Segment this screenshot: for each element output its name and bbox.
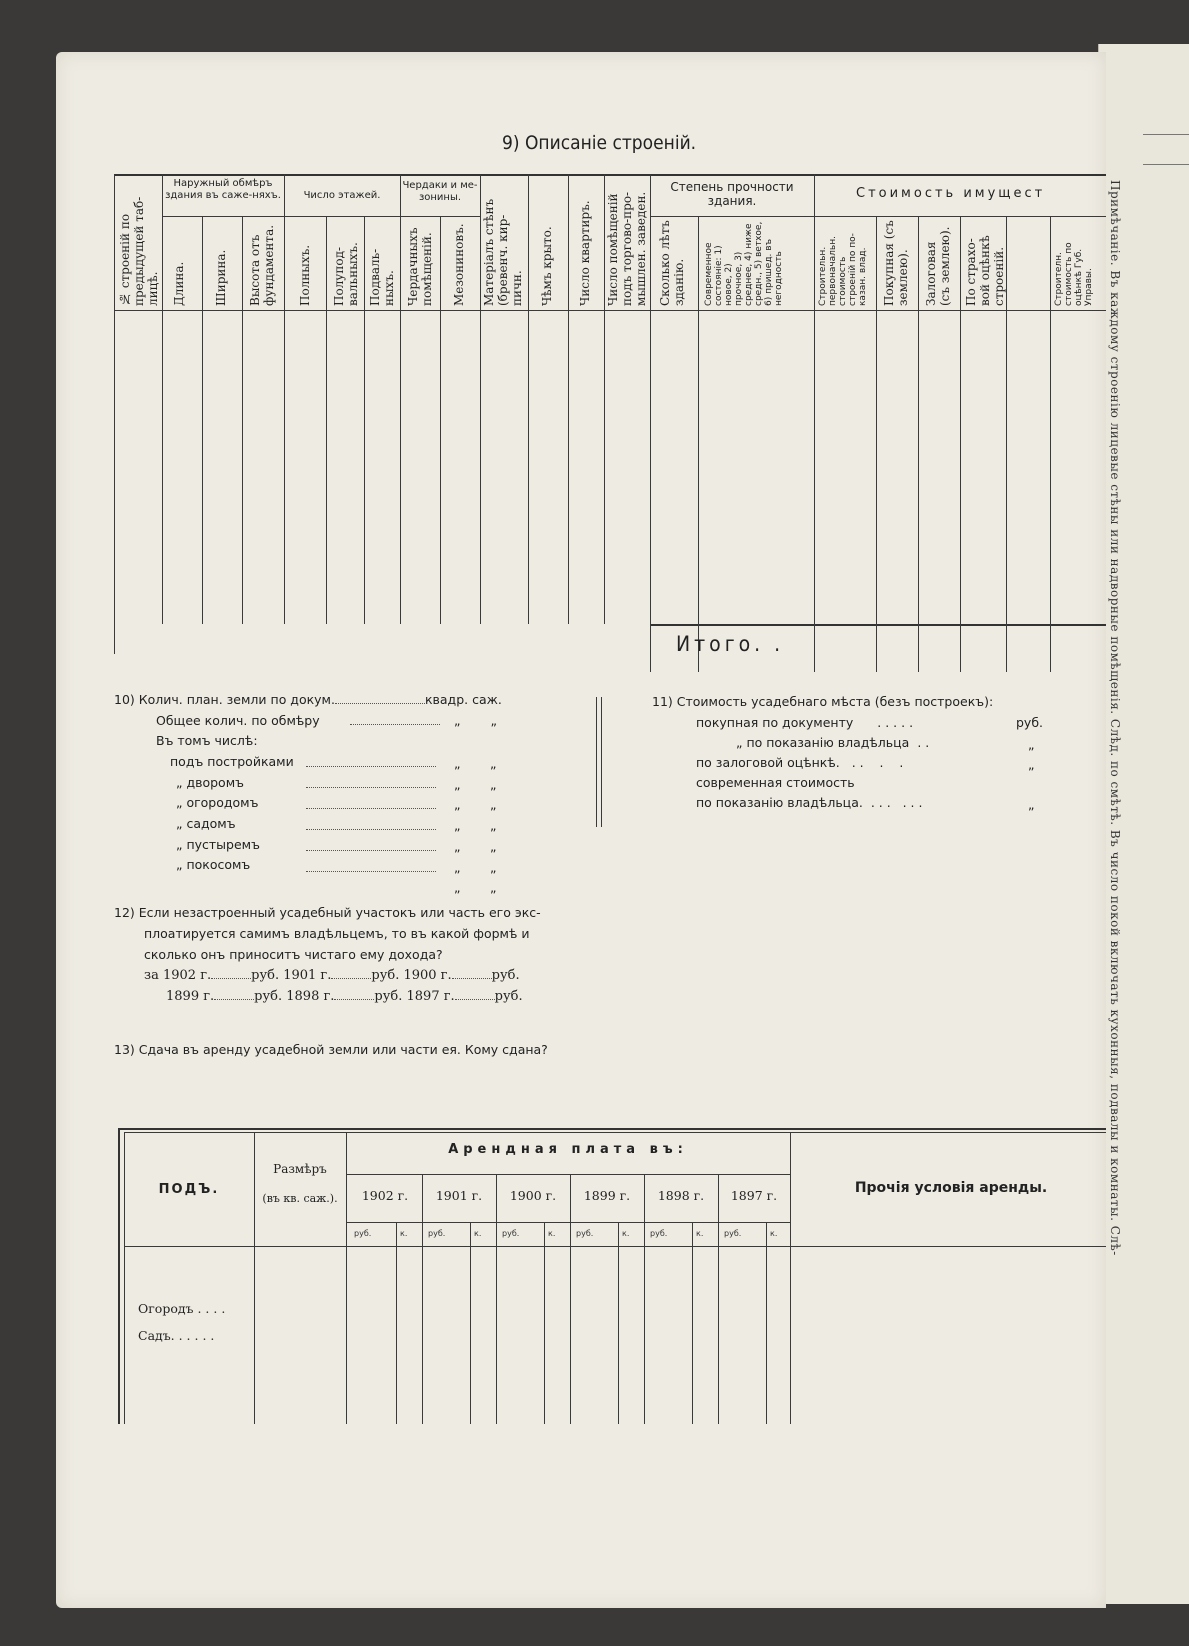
rent-header: Арендная плата въ: xyxy=(448,1142,688,1157)
col-other-conditions: Прочія условія аренды. xyxy=(854,1180,1048,1196)
rent-row-garden: Огородъ . . . . xyxy=(138,1301,226,1316)
section13-title: 13) Сдача въ аренду усадебной земли или части ея. Кому сдана? xyxy=(114,1042,548,1057)
col-insurance-value: По страхо-вой оцѣнкѣ строеній. xyxy=(964,235,1006,306)
land-item-yard: „ дворомъ xyxy=(176,775,244,790)
col-building-age: Сколько лѣтъ зданію. xyxy=(658,220,686,306)
group-attic: Чердаки и ме-зонины. xyxy=(402,180,478,203)
col-pledge-value: Залоговая (съ землею). xyxy=(924,226,952,306)
section9-title: 9) Описаніе строеній. xyxy=(502,132,697,154)
col-width: Ширина. xyxy=(214,249,228,306)
group-strength: Степень прочности здания. xyxy=(670,180,794,208)
value-owner: „ по показанію владѣльца . . xyxy=(736,735,930,750)
col-apartments: Число квартиръ. xyxy=(578,200,592,306)
group-floors: Число этажей. xyxy=(303,190,381,201)
col-cellar: Подваль-ныхъ. xyxy=(368,248,396,306)
land-dotted-fill xyxy=(306,752,436,878)
col-current-condition: Современное состояніе: 1) новое, 2) прочное, 3) среднее, 4) ниже средн., 5) ветхое, 6) пришед. въ негодность xyxy=(704,221,784,306)
col-length: Длина. xyxy=(172,261,186,306)
year-1899: 1899 г. xyxy=(583,1188,631,1203)
col-purchase-value: Покупная (съ землею). xyxy=(882,220,910,306)
year-1901: 1901 г. xyxy=(435,1188,483,1203)
col-size-line2: (въ кв. саж.). xyxy=(262,1192,338,1205)
land-ditto-col1: „ „ „ „ „ „ „ xyxy=(454,756,461,896)
col-size-line1: Размѣръ xyxy=(273,1162,327,1176)
group-property-value: Стоимость имущест xyxy=(856,186,1046,201)
year-1897: 1897 г. xyxy=(730,1188,778,1203)
col-wall-material: Матеріалъ стѣнъ (бревенч. кир-пичн. xyxy=(482,198,524,306)
form-page xyxy=(56,52,1106,1608)
col-building-no: № строеній по предыдущей таб-лицѣ. xyxy=(118,196,160,306)
income-row-1: за 1902 г. руб. 1901 г. руб. 1900 г. руб. xyxy=(144,968,520,983)
value-current-owner: по показанію владѣльца. . . . . . . xyxy=(696,795,923,810)
group-measure: Наружный обмѣръ здания въ саже-няхъ. xyxy=(165,178,281,201)
land-item-buildings: подъ постройками xyxy=(170,754,294,769)
margin-note: Примѣчаніе. Въ каждому строенію лицевые стѣны или надворные помѣщенія. Слѣд. по смѣтѣ. Въ число покой включать кухонныя, подвалы и комнаты. Слѣ- xyxy=(1108,180,1122,1256)
land-item-wasteland: „ пустыремъ xyxy=(176,837,260,852)
income-row-2: 1899 г. руб. 1898 г. руб. 1897 г. руб. xyxy=(166,989,523,1004)
value-ditto-marks: „ „ „ xyxy=(1028,737,1035,812)
year-1902: 1902 г. xyxy=(361,1188,409,1203)
section11-title: 11) Стоимость усадебнаго мѣста (безъ построекъ): xyxy=(652,694,994,709)
col-attic-rooms: Чердачныхъ помѣщеній. xyxy=(406,227,434,306)
land-ditto-col2: „ „ „ „ „ „ „ xyxy=(490,756,497,896)
col-commercial-premises: Число помѣщеній подъ торгово-про-мышлен. заведен. xyxy=(606,191,648,306)
col-under: ПОДЪ. xyxy=(158,1182,220,1197)
col-roof: Чѣмъ крыто. xyxy=(540,226,554,306)
section10-incl: Въ томъ числѣ: xyxy=(156,733,258,748)
section10-title: 10) Колич. план. земли по докум. квадр. саж. xyxy=(114,692,502,707)
col-height: Высота отъ фундамента. xyxy=(248,224,276,306)
land-item-garden: „ огородомъ xyxy=(176,795,259,810)
section12-question: 12) Если незастроенный усадебный участокъ или часть его экс- плоатируется самимъ владѣльцемъ, то въ какой формѣ и сколько онъ приноситъ чистаго ему дохода? xyxy=(114,905,541,962)
col-construction-cost: Строительн. первоначальн. стоимость строеній по по-казан. влад. xyxy=(818,233,868,306)
value-pledge: по залоговой оцѣнкѣ. . . . . xyxy=(696,755,904,770)
rub-kop-row: руб. к. руб. к. руб. к. руб. к. руб. к. руб. к. xyxy=(354,1229,778,1238)
col-zemstvo-value: Строителн. стоимость по оцѣнкѣ Губ. Управы. xyxy=(1054,242,1094,306)
year-1898: 1898 г. xyxy=(657,1188,705,1203)
year-1900: 1900 г. xyxy=(509,1188,557,1203)
col-semi: Полупод-вальныхъ. xyxy=(332,242,360,306)
value-purchase: покупная по документу . . . . . xyxy=(696,715,914,730)
land-item-hayfield: „ покосомъ xyxy=(176,857,251,872)
value-purchase-unit: руб. xyxy=(1016,715,1044,730)
value-current: современная стоимость xyxy=(696,775,855,790)
section10-measured: Общее колич. по обмѣру xyxy=(156,713,440,728)
rent-row-orchard: Садъ. . . . . . xyxy=(138,1328,215,1343)
col-mezzanines: Мезониновъ. xyxy=(452,223,466,306)
total-label: Итого. . xyxy=(676,632,785,656)
col-full: Полныхъ. xyxy=(298,244,312,306)
land-item-orchard: „ садомъ xyxy=(176,816,236,831)
section10-ditto-measured: „ „ xyxy=(454,713,497,728)
